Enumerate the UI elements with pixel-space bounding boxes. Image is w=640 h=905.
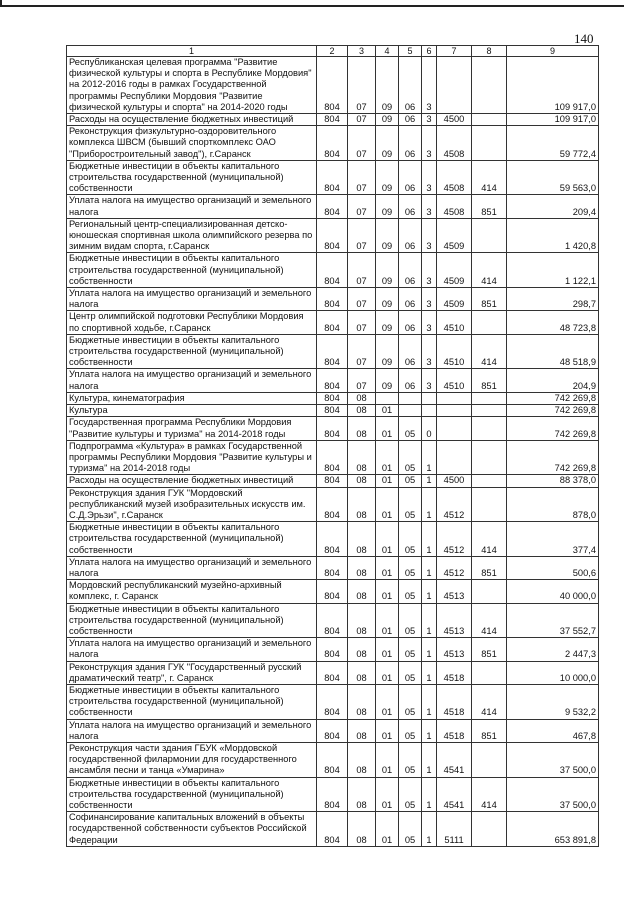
expense-type-cell: 851: [472, 556, 507, 579]
subprogram-code-cell: 3: [422, 195, 437, 218]
ministry-code-cell: 804: [317, 742, 348, 777]
target-code-cell: 4500: [437, 475, 472, 487]
target-code-cell: 5111: [437, 812, 472, 847]
amount-cell: 1 122,1: [507, 253, 599, 288]
table-row: [67, 638, 599, 661]
section-code-cell: 08: [348, 661, 376, 684]
amount-cell: 742 269,8: [507, 440, 599, 475]
expense-type-cell: [472, 218, 507, 253]
target-code-cell: 4512: [437, 522, 472, 557]
table-row: [67, 812, 599, 847]
section-code-cell: 08: [348, 719, 376, 742]
expense-type-cell: [472, 405, 507, 417]
expense-type-cell: 851: [472, 638, 507, 661]
program-code-cell: 06: [399, 218, 422, 253]
target-code-cell: 4518: [437, 684, 472, 719]
program-code-cell: [399, 392, 422, 404]
program-code-cell: 05: [399, 475, 422, 487]
ministry-code-cell: 804: [317, 369, 348, 392]
target-code-cell: 4509: [437, 253, 472, 288]
table-row: [67, 742, 599, 777]
program-code-cell: 05: [399, 440, 422, 475]
subsection-code-cell: 01: [376, 405, 399, 417]
subsection-code-cell: [376, 392, 399, 404]
expense-type-cell: 414: [472, 253, 507, 288]
expense-type-cell: 851: [472, 195, 507, 218]
column-header: 4: [376, 46, 399, 57]
expense-type-cell: [472, 661, 507, 684]
target-code-cell: 4518: [437, 719, 472, 742]
section-code-cell: 08: [348, 475, 376, 487]
section-code-cell: 07: [348, 253, 376, 288]
table-row: [67, 522, 599, 557]
expense-type-cell: [472, 114, 507, 126]
target-code-cell: 4541: [437, 742, 472, 777]
subsection-code-cell: 01: [376, 522, 399, 557]
column-header: 3: [348, 46, 376, 57]
subsection-code-cell: 09: [376, 57, 399, 114]
item-name-cell: Бюджетные инвестиции в объекты капитального строительства государственной (муниципальной) собственности: [67, 522, 317, 557]
expense-type-cell: 414: [472, 160, 507, 195]
subsection-code-cell: 01: [376, 475, 399, 487]
item-name-cell: Реконструкция здания ГУК "Мордовский республиканский музей изобразительных искусств им. С.Д.Эрьзи", г.Саранск: [67, 487, 317, 522]
subsection-code-cell: 09: [376, 114, 399, 126]
section-code-cell: 07: [348, 126, 376, 161]
table-row: [67, 556, 599, 579]
section-code-cell: 08: [348, 417, 376, 440]
subsection-code-cell: 09: [376, 253, 399, 288]
table-row: [67, 160, 599, 195]
target-code-cell: [437, 57, 472, 114]
amount-cell: 59 772,4: [507, 126, 599, 161]
column-header: 1: [67, 46, 317, 57]
ministry-code-cell: 804: [317, 417, 348, 440]
amount-cell: 37 552,7: [507, 603, 599, 638]
ministry-code-cell: 804: [317, 812, 348, 847]
table-header-row: [67, 46, 599, 57]
item-name-cell: Центр олимпийской подготовки Республики Мордовия по спортивной ходьбе, г.Саранск: [67, 311, 317, 334]
table-row: [67, 475, 599, 487]
column-header: 2: [317, 46, 348, 57]
expense-type-cell: 414: [472, 684, 507, 719]
section-code-cell: 08: [348, 522, 376, 557]
table-row: [67, 334, 599, 369]
program-code-cell: 06: [399, 114, 422, 126]
table-row: [67, 57, 599, 114]
amount-cell: 10 000,0: [507, 661, 599, 684]
subprogram-code-cell: 1: [422, 603, 437, 638]
table-row: [67, 580, 599, 603]
program-code-cell: 05: [399, 487, 422, 522]
ministry-code-cell: 804: [317, 638, 348, 661]
program-code-cell: 06: [399, 57, 422, 114]
item-name-cell: Государственная программа Республики Мордовия "Развитие культуры и туризма" на 2014-2018 годы: [67, 417, 317, 440]
program-code-cell: 06: [399, 126, 422, 161]
ministry-code-cell: 804: [317, 777, 348, 812]
subprogram-code-cell: 1: [422, 522, 437, 557]
subprogram-code-cell: 3: [422, 160, 437, 195]
ministry-code-cell: 804: [317, 126, 348, 161]
item-name-cell: Бюджетные инвестиции в объекты капитального строительства государственной (муниципальной) собственности: [67, 334, 317, 369]
table-row: [67, 405, 599, 417]
program-code-cell: 06: [399, 369, 422, 392]
ministry-code-cell: 804: [317, 311, 348, 334]
subsection-code-cell: 01: [376, 661, 399, 684]
program-code-cell: 05: [399, 638, 422, 661]
table-row: [67, 126, 599, 161]
section-code-cell: 08: [348, 487, 376, 522]
amount-cell: 88 378,0: [507, 475, 599, 487]
top-border-line: [0, 5, 624, 7]
subprogram-code-cell: 1: [422, 684, 437, 719]
expense-type-cell: [472, 392, 507, 404]
item-name-cell: Расходы на осуществление бюджетных инвестиций: [67, 475, 317, 487]
ministry-code-cell: 804: [317, 288, 348, 311]
item-name-cell: Уплата налога на имущество организаций и земельного налога: [67, 556, 317, 579]
section-code-cell: 08: [348, 742, 376, 777]
ministry-code-cell: 804: [317, 253, 348, 288]
target-code-cell: 4512: [437, 556, 472, 579]
table-row: [67, 661, 599, 684]
subprogram-code-cell: 3: [422, 57, 437, 114]
subsection-code-cell: 01: [376, 684, 399, 719]
program-code-cell: 06: [399, 311, 422, 334]
ministry-code-cell: 804: [317, 218, 348, 253]
column-header: 6: [422, 46, 437, 57]
item-name-cell: Культура, кинематография: [67, 392, 317, 404]
expense-type-cell: 851: [472, 288, 507, 311]
subsection-code-cell: 01: [376, 417, 399, 440]
expense-type-cell: [472, 475, 507, 487]
item-name-cell: Мордовский республиканский музейно-архивный комплекс, г. Саранск: [67, 580, 317, 603]
program-code-cell: 05: [399, 742, 422, 777]
ministry-code-cell: 804: [317, 392, 348, 404]
amount-cell: 500,6: [507, 556, 599, 579]
target-code-cell: 4513: [437, 603, 472, 638]
ministry-code-cell: 804: [317, 719, 348, 742]
subsection-code-cell: 01: [376, 487, 399, 522]
table-row: [67, 603, 599, 638]
amount-cell: 653 891,8: [507, 812, 599, 847]
subsection-code-cell: 01: [376, 603, 399, 638]
program-code-cell: [399, 405, 422, 417]
subsection-code-cell: 01: [376, 812, 399, 847]
table-row: [67, 114, 599, 126]
section-code-cell: 07: [348, 195, 376, 218]
target-code-cell: [437, 417, 472, 440]
amount-cell: 48 518,9: [507, 334, 599, 369]
item-name-cell: Бюджетные инвестиции в объекты капитального строительства государственной (муниципальной) собственности: [67, 777, 317, 812]
subsection-code-cell: 01: [376, 742, 399, 777]
expense-type-cell: [472, 440, 507, 475]
expense-type-cell: 414: [472, 522, 507, 557]
item-name-cell: Уплата налога на имущество организаций и земельного налога: [67, 195, 317, 218]
section-code-cell: 08: [348, 638, 376, 661]
program-code-cell: 05: [399, 417, 422, 440]
amount-cell: 37 500,0: [507, 777, 599, 812]
amount-cell: 109 917,0: [507, 114, 599, 126]
ministry-code-cell: 804: [317, 580, 348, 603]
table-row: [67, 440, 599, 475]
target-code-cell: 4510: [437, 311, 472, 334]
item-name-cell: Уплата налога на имущество организаций и земельного налога: [67, 719, 317, 742]
target-code-cell: 4509: [437, 288, 472, 311]
item-name-cell: Бюджетные инвестиции в объекты капитального строительства государственной (муниципальной) собственности: [67, 603, 317, 638]
item-name-cell: Софинансирование капитальных вложений в объекты государственной собственности субъектов Российской Федерации: [67, 812, 317, 847]
subsection-code-cell: 01: [376, 556, 399, 579]
subprogram-code-cell: 0: [422, 417, 437, 440]
section-code-cell: 08: [348, 684, 376, 719]
subsection-code-cell: 09: [376, 334, 399, 369]
expense-type-cell: [472, 487, 507, 522]
item-name-cell: Расходы на осуществление бюджетных инвестиций: [67, 114, 317, 126]
amount-cell: 467,8: [507, 719, 599, 742]
expense-type-cell: [472, 57, 507, 114]
column-header: 9: [507, 46, 599, 57]
section-code-cell: 07: [348, 369, 376, 392]
program-code-cell: 06: [399, 288, 422, 311]
item-name-cell: Реконструкция здания ГУК "Государственный русский драматический театр", г. Саранск: [67, 661, 317, 684]
page-number: 140: [574, 31, 594, 46]
expense-type-cell: [472, 812, 507, 847]
section-code-cell: 08: [348, 556, 376, 579]
subsection-code-cell: 01: [376, 777, 399, 812]
subprogram-code-cell: 3: [422, 334, 437, 369]
program-code-cell: 05: [399, 812, 422, 847]
subprogram-code-cell: 1: [422, 638, 437, 661]
subprogram-code-cell: 3: [422, 253, 437, 288]
subsection-code-cell: 09: [376, 195, 399, 218]
subprogram-code-cell: [422, 392, 437, 404]
expense-type-cell: 851: [472, 719, 507, 742]
table-row: [67, 684, 599, 719]
section-code-cell: 07: [348, 311, 376, 334]
section-code-cell: 07: [348, 57, 376, 114]
table-row: [67, 719, 599, 742]
target-code-cell: [437, 392, 472, 404]
expense-type-cell: [472, 580, 507, 603]
subsection-code-cell: 01: [376, 719, 399, 742]
ministry-code-cell: 804: [317, 684, 348, 719]
program-code-cell: 05: [399, 661, 422, 684]
subprogram-code-cell: 1: [422, 580, 437, 603]
expense-type-cell: [472, 742, 507, 777]
item-name-cell: Подпрограмма «Культура» в рамках Государственной программы Республики Мордовия "Развитие культуры и туризма" на 2014-2018 годы: [67, 440, 317, 475]
ministry-code-cell: 804: [317, 334, 348, 369]
ministry-code-cell: 804: [317, 475, 348, 487]
section-code-cell: 07: [348, 288, 376, 311]
subprogram-code-cell: 1: [422, 440, 437, 475]
column-header: 8: [472, 46, 507, 57]
expense-type-cell: [472, 311, 507, 334]
ministry-code-cell: 804: [317, 57, 348, 114]
target-code-cell: 4541: [437, 777, 472, 812]
table-row: [67, 218, 599, 253]
subprogram-code-cell: 3: [422, 288, 437, 311]
subprogram-code-cell: 1: [422, 487, 437, 522]
target-code-cell: 4513: [437, 638, 472, 661]
item-name-cell: Бюджетные инвестиции в объекты капитального строительства государственной (муниципальной) собственности: [67, 253, 317, 288]
section-code-cell: 07: [348, 114, 376, 126]
ministry-code-cell: 804: [317, 603, 348, 638]
table-row: [67, 195, 599, 218]
subsection-code-cell: 09: [376, 126, 399, 161]
ministry-code-cell: 804: [317, 160, 348, 195]
subprogram-code-cell: 1: [422, 719, 437, 742]
amount-cell: 1 420,8: [507, 218, 599, 253]
program-code-cell: 05: [399, 603, 422, 638]
subprogram-code-cell: 1: [422, 812, 437, 847]
target-code-cell: 4508: [437, 160, 472, 195]
subprogram-code-cell: 1: [422, 777, 437, 812]
program-code-cell: 05: [399, 684, 422, 719]
ministry-code-cell: 804: [317, 195, 348, 218]
subsection-code-cell: 01: [376, 580, 399, 603]
item-name-cell: Бюджетные инвестиции в объекты капитального строительства государственной (муниципальной) собственности: [67, 684, 317, 719]
column-header: 7: [437, 46, 472, 57]
item-name-cell: Уплата налога на имущество организаций и земельного налога: [67, 638, 317, 661]
item-name-cell: Уплата налога на имущество организаций и земельного налога: [67, 288, 317, 311]
amount-cell: 377,4: [507, 522, 599, 557]
expense-type-cell: [472, 417, 507, 440]
expense-type-cell: 414: [472, 603, 507, 638]
program-code-cell: 06: [399, 160, 422, 195]
amount-cell: 742 269,8: [507, 417, 599, 440]
amount-cell: 298,7: [507, 288, 599, 311]
table-row: [67, 487, 599, 522]
amount-cell: 59 563,0: [507, 160, 599, 195]
item-name-cell: Республиканская целевая программа "Развитие физической культуры и спорта в Республике Мордовия" на 2012-2016 годы в рамках Государственной программы Республики Мордовия "Развитие физической культуры и спорта" на 2014-2020 годы: [67, 57, 317, 114]
program-code-cell: 05: [399, 522, 422, 557]
target-code-cell: [437, 405, 472, 417]
table-body: [67, 57, 599, 847]
subsection-code-cell: 09: [376, 218, 399, 253]
amount-cell: 742 269,8: [507, 392, 599, 404]
ministry-code-cell: 804: [317, 405, 348, 417]
program-code-cell: 06: [399, 195, 422, 218]
section-code-cell: 07: [348, 218, 376, 253]
expense-type-cell: 414: [472, 334, 507, 369]
section-code-cell: 07: [348, 334, 376, 369]
subprogram-code-cell: 3: [422, 126, 437, 161]
program-code-cell: 06: [399, 253, 422, 288]
item-name-cell: Реконструкция физкультурно-оздоровительного комплекса ШВСМ (бывший спорткомплекс ОАО "Приборостроительный завод"), г.Саранск: [67, 126, 317, 161]
ministry-code-cell: 804: [317, 440, 348, 475]
table-row: [67, 288, 599, 311]
table-row: [67, 777, 599, 812]
program-code-cell: 05: [399, 556, 422, 579]
ministry-code-cell: 804: [317, 114, 348, 126]
ministry-code-cell: 804: [317, 522, 348, 557]
item-name-cell: Культура: [67, 405, 317, 417]
target-code-cell: [437, 440, 472, 475]
section-code-cell: 08: [348, 405, 376, 417]
target-code-cell: 4513: [437, 580, 472, 603]
table-row: [67, 253, 599, 288]
subprogram-code-cell: 3: [422, 369, 437, 392]
amount-cell: 209,4: [507, 195, 599, 218]
subsection-code-cell: 09: [376, 311, 399, 334]
target-code-cell: 4509: [437, 218, 472, 253]
item-name-cell: Региональный центр-специализированная детско-юношеская спортивная школа олимпийского резерва по зимним видам спорта, г.Саранск: [67, 218, 317, 253]
subsection-code-cell: 01: [376, 440, 399, 475]
amount-cell: 204,9: [507, 369, 599, 392]
subsection-code-cell: 09: [376, 369, 399, 392]
target-code-cell: 4508: [437, 126, 472, 161]
target-code-cell: 4508: [437, 195, 472, 218]
table-row: [67, 417, 599, 440]
section-code-cell: 08: [348, 580, 376, 603]
item-name-cell: Реконструкция части здания ГБУК «Мордовской государственной филармонии для государственного ансамбля песни и танца «Умарина»: [67, 742, 317, 777]
program-code-cell: 05: [399, 777, 422, 812]
subprogram-code-cell: 1: [422, 475, 437, 487]
expense-type-cell: [472, 126, 507, 161]
amount-cell: 878,0: [507, 487, 599, 522]
amount-cell: 742 269,8: [507, 405, 599, 417]
subsection-code-cell: 09: [376, 160, 399, 195]
amount-cell: 2 447,3: [507, 638, 599, 661]
column-header: 5: [399, 46, 422, 57]
amount-cell: 40 000,0: [507, 580, 599, 603]
expense-type-cell: 414: [472, 777, 507, 812]
item-name-cell: Бюджетные инвестиции в объекты капитального строительства государственной (муниципальной) собственности: [67, 160, 317, 195]
amount-cell: 48 723,8: [507, 311, 599, 334]
subprogram-code-cell: 3: [422, 218, 437, 253]
program-code-cell: 06: [399, 334, 422, 369]
budget-table: [66, 45, 599, 847]
table-row: [67, 369, 599, 392]
section-code-cell: 08: [348, 603, 376, 638]
section-code-cell: 07: [348, 160, 376, 195]
target-code-cell: 4500: [437, 114, 472, 126]
item-name-cell: Уплата налога на имущество организаций и земельного налога: [67, 369, 317, 392]
section-code-cell: 08: [348, 440, 376, 475]
target-code-cell: 4518: [437, 661, 472, 684]
subprogram-code-cell: 1: [422, 661, 437, 684]
subprogram-code-cell: [422, 405, 437, 417]
subsection-code-cell: 01: [376, 638, 399, 661]
program-code-cell: 05: [399, 719, 422, 742]
ministry-code-cell: 804: [317, 487, 348, 522]
subprogram-code-cell: 3: [422, 114, 437, 126]
amount-cell: 109 917,0: [507, 57, 599, 114]
section-code-cell: 08: [348, 392, 376, 404]
amount-cell: 9 532,2: [507, 684, 599, 719]
ministry-code-cell: 804: [317, 661, 348, 684]
subprogram-code-cell: 3: [422, 311, 437, 334]
section-code-cell: 08: [348, 812, 376, 847]
subsection-code-cell: 09: [376, 288, 399, 311]
ministry-code-cell: 804: [317, 556, 348, 579]
target-code-cell: 4510: [437, 334, 472, 369]
expense-type-cell: 851: [472, 369, 507, 392]
amount-cell: 37 500,0: [507, 742, 599, 777]
subprogram-code-cell: 1: [422, 556, 437, 579]
table-row: [67, 392, 599, 404]
subprogram-code-cell: 1: [422, 742, 437, 777]
program-code-cell: 05: [399, 580, 422, 603]
target-code-cell: 4510: [437, 369, 472, 392]
section-code-cell: 08: [348, 777, 376, 812]
table-row: [67, 311, 599, 334]
target-code-cell: 4512: [437, 487, 472, 522]
